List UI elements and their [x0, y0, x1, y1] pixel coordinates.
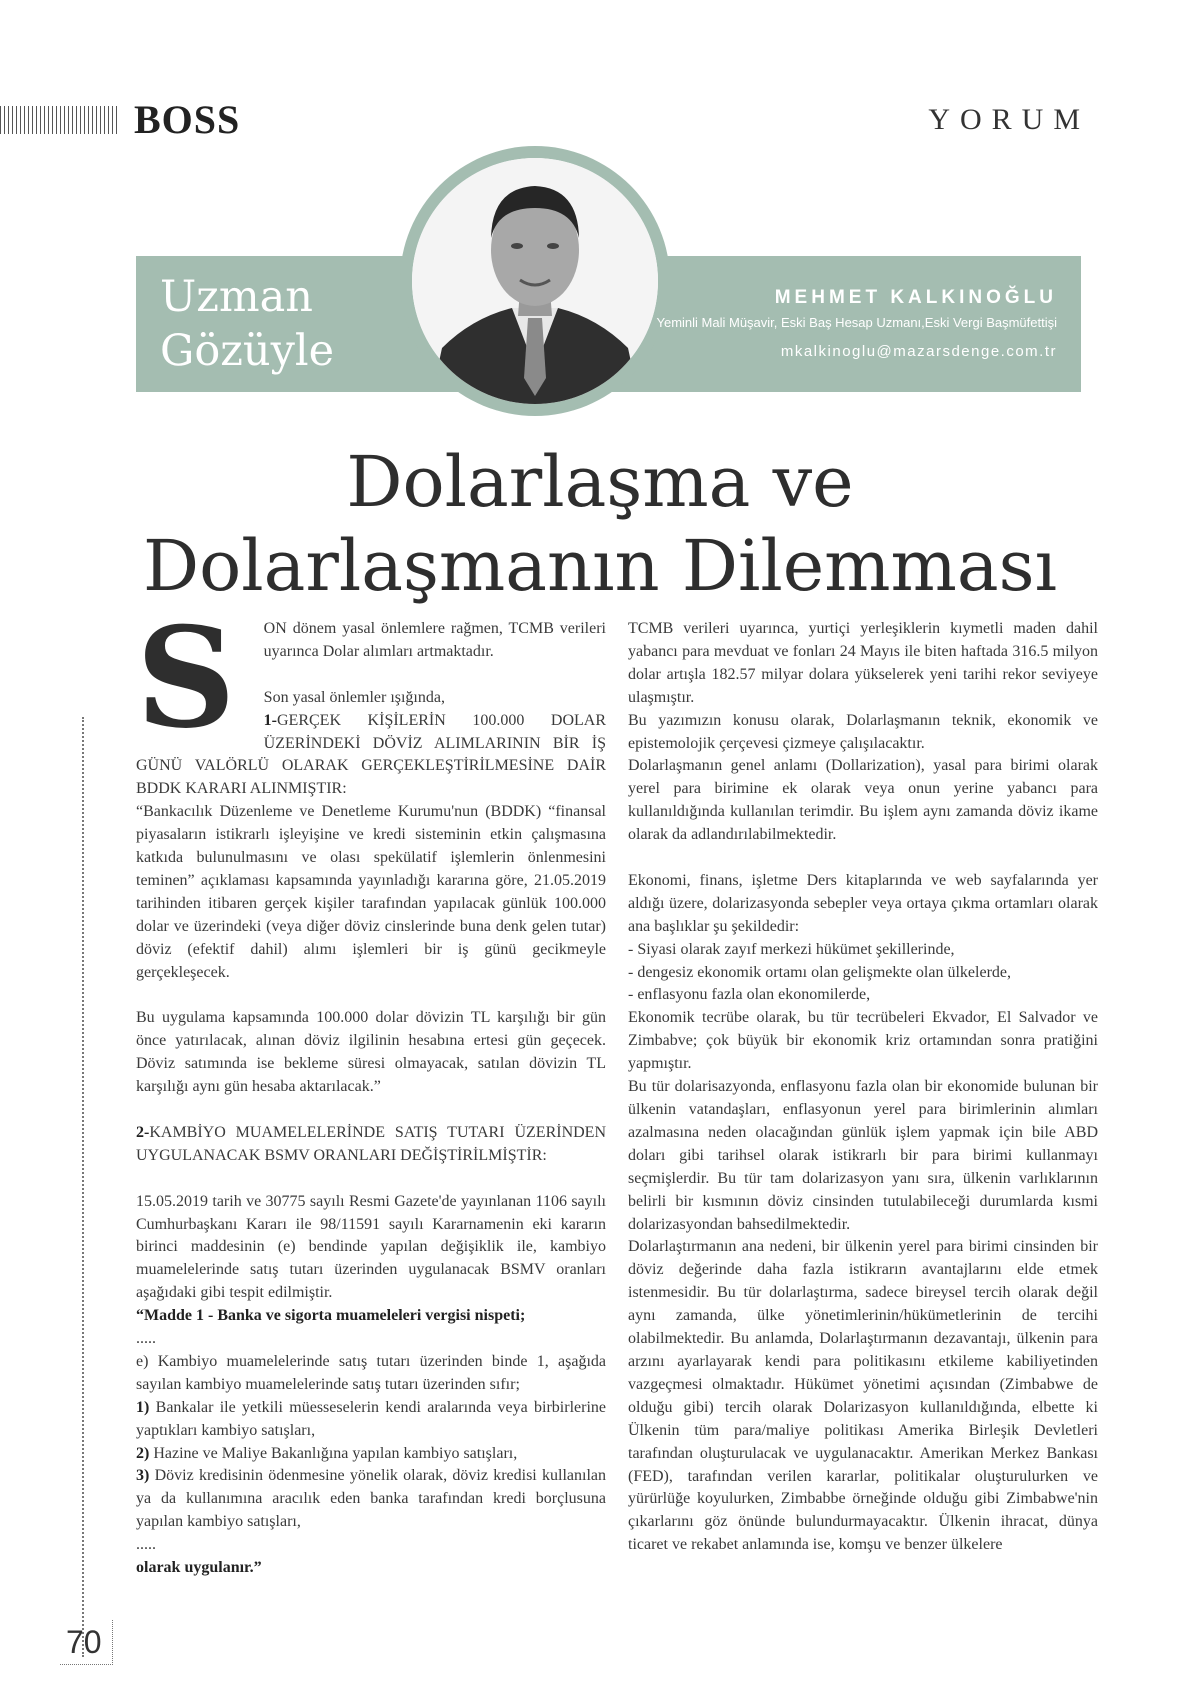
paragraph: Bu uygulama kapsamında 100.000 dolar dövizin TL karşılığı bir gün önce yatırılacak, alınan döviz ilgilinin hesabına ertesi gün geçecek. Döviz satımında ise bekleme süresi olmayacak, satılan dövizin TL karşılığı aynı gün hesaba aktarılacak.”: [136, 1009, 606, 1096]
drop-cap: S: [136, 596, 236, 759]
kicker-line-1: Uzman: [160, 272, 313, 322]
paragraph: Son yasal önlemler ışığında,: [263, 688, 445, 706]
paragraph: Ekonomik tecrübe olarak, bu tür tecrübeleri Ekvador, El Salvador ve Zimbabve; çok büyük bir ekonomik kriz ortamından sonra pratiğini yapmıştır.: [628, 1009, 1098, 1073]
paragraph: .....: [136, 1536, 156, 1554]
paragraph: 15.05.2019 tarih ve 30775 sayılı Resmi Gazete'de yayınlanan 1106 sayılı Cumhurbaşkanı Kararı ile 98/11591 sayılı Kararnamenin eki kararın birinci maddesinin (e) bendinde yapılan değişiklik ile, kambiyo muamelelerinde satış tutarı üzerinden uygulanacak BSMV oranları aşağıdaki gibi tespit edilmiştir.: [136, 1192, 606, 1302]
list-item: - dengesiz ekonomik ortamı olan gelişmekte olan ülkelerde,: [628, 963, 1011, 981]
column-kicker: [160, 270, 334, 378]
paragraph-text: Bankalar ile yetkili müesseselerin kendi aralarında veya birbirlerine yaptıkları kambiyo satışları,: [136, 1398, 606, 1439]
paragraph: [136, 1443, 606, 1466]
paragraph: e) Kambiyo muamelelerinde satış tutarı üzerinden binde 1, aşağıda sayılan kambiyo muamelelerinde satış tutarı üzerinden sıfır;: [136, 1352, 606, 1393]
paragraph-text: GERÇEK KİŞİLERİN 100.000 DOLAR ÜZERİNDEKİ DÖVİZ ALIMLARININ BİR İŞ GÜNÜ VALÖRLÜ OLARAK GERÇEKLEŞTİRİLMESİNE DAİR BDDK KARARI ALINMIŞTIR:: [136, 711, 606, 798]
section-label: YORUM: [928, 103, 1090, 136]
author-email: mkalkinoglu@mazarsdenge.com.tr: [780, 343, 1057, 360]
author-photo: [412, 158, 658, 404]
list-item: - Siyasi olarak zayıf merkezi hükümet şekillerinde,: [628, 940, 955, 958]
item-number: 1): [136, 1398, 150, 1416]
page-number: 70: [66, 1624, 102, 1660]
author-title: Yeminli Mali Müşavir, Eski Baş Hesap Uzmanı,Eski Vergi Başmüfettişi: [656, 315, 1057, 330]
author-name: MEHMET KALKINOĞLU: [774, 287, 1057, 308]
left-text-column: [136, 596, 607, 1580]
paragraph-text: Hazine ve Maliye Bakanlığına yapılan kambiyo satışları,: [153, 1444, 518, 1462]
barcode-decoration: [0, 106, 120, 134]
magazine-logo: BOSS: [134, 97, 241, 142]
item-number: 2): [136, 1444, 150, 1462]
list-item: - enflasyonu fazla olan ekonomilerde,: [628, 986, 871, 1004]
paragraph: [136, 1397, 606, 1443]
dotted-rule: [82, 717, 84, 1657]
paragraph: [136, 1305, 606, 1328]
headline-line-1: Dolarlaşma ve: [346, 441, 854, 523]
item-number: 2-: [136, 1123, 150, 1141]
paragraph-text: KAMBİYO MUAMELELERİNDE SATIŞ TUTARI ÜZERİNDEN UYGULANACAK BSMV ORANLARI DEĞİŞTİRİLMİŞTİR:: [136, 1123, 606, 1164]
paragraph: [136, 1122, 606, 1168]
paragraph: Bu yazımızın konusu olarak, Dolarlaşmanın teknik, ekonomik ve epistemolojik çerçevesi çizmeye çalışılacaktır.: [628, 711, 1098, 752]
paragraph: TCMB verileri uyarınca, yurtiçi yerleşiklerin kıymetli maden dahil yabancı para mevduat ve fonları 24 Mayıs ile biten haftada 316.5 milyon dolar artışla 182.57 milyar dolara yükselerek yeni tarihi rekor seviyeye ulaşmıştır.: [628, 620, 1098, 706]
headline-line-2: Dolarlaşmanın Dilemması: [143, 525, 1057, 607]
bold-text: “Madde 1 - Banka ve sigorta muameleleri vergisi nispeti;: [136, 1307, 526, 1325]
author-info: [657, 285, 1058, 365]
right-text-column: [628, 618, 1098, 1557]
paragraph: Bu tür dolarisazyonda, enflasyonu fazla olan bir ekonomide bulunan bir ülkenin vatandaşları, enflasyonun yerel para birimlerinin alımları azalmasına neden olacağından günlük işlem yapmak için bile ABD doları gibi tarihsel olarak istikrarlı bir para birimi kullanmayı seçmişlerdir. Bu tür tam dolarizasyon yanı sıra, ülkenin varlıklarının belirli bir kısmının döviz cinsinden tutulabileceği durumlarda kısmi dolarizasyondan bahsedilmektedir.: [628, 1078, 1098, 1233]
paragraph: Ekonomi, finans, işletme Ders kitaplarında ve web sayfalarında yer aldığı üzere, dolarizasyonda sebepler veya ortaya çıkma ortamları olarak ana başlıklar şu şekildedir:: [628, 871, 1098, 935]
paragraph: .....: [136, 1330, 156, 1348]
paragraph: Dolarlaşmanın genel anlamı (Dollarization), yasal para birimi olarak yerel para birimine ek olarak veya onun yerine yabancı para kullanıldığında kullanılan terimdir. Bu işlem aynı zamanda döviz ikame olarak da adlandırılabilmektedir.: [628, 757, 1098, 844]
author-portrait-image: [412, 158, 658, 404]
item-number: 1-: [263, 711, 277, 729]
paragraph: “Bankacılık Düzenleme ve Denetleme Kurumu'nun (BDDK) “finansal piyasaların istikrarlı işleyişine ve kredi sisteminin etkin çalışmasına katkıda bulunulmasını ve olası spekülatif işlemlerin önlenmesini teminen” açıklaması kapsamında yayınladığı kararına göre, 21.05.2019 tarihinden itibaren gerçek kişiler tarafından yapılacak günlük 100.000 dolar ve üzerindeki (veya diğer döviz cinslerinde buna denk gelen tutar) döviz (efektif dahil) alımı işlemleri bir iş günü gecikmeyle gerçekleşecek.: [136, 803, 606, 981]
paragraph-text: Döviz kredisinin ödenmesine yönelik olarak, döviz kredisi kullanılan ya da kullanımına aracılık eden banka tarafından kredi borçlusuna yapılan kambiyo satışları,: [136, 1467, 607, 1531]
kicker-line-2: Gözüyle: [160, 326, 335, 376]
paragraph: [136, 1465, 606, 1534]
item-number: 3): [136, 1467, 150, 1485]
paragraph: ON dönem yasal önlemlere rağmen, TCMB verileri uyarınca Dolar alımları artmaktadır.: [263, 620, 606, 660]
paragraph: [136, 1557, 606, 1580]
article-headline: [0, 440, 1200, 608]
paragraph: Dolarlaştırmanın ana nedeni, bir ülkenin yerel para birimi cinsinden bir döviz değerinde daha fazla istikrarın avantajlarını elde etmek istenmesidir. Bu tür dolarlaştırma, sadece bireysel tercih olarak değil aynı zamanda, ülke yönetimlerinin/hükümetlerinin de tercihi olabilmektedir. Bu anlamda, Dolarlaştırmanın dezavantajı, ülkenin para arzını ayarlayarak kendi para politikasını etkileme kabiliyetinden vazgeçmesi olmaktadır. Hükümet yönetimi açısından (Zimbabwe de olduğu gibi) tercih olarak Dolarizasyon kullanıldığında, elbette ki Ülkenin tüm para/maliye politikası Amerika Birleşik Devletleri tarafından oluşturulacak ve uygulanacaktır. Amerikan Merkez Bankası (FED), tarafından verilen kararlar, politikalar oluşturulurken ve yürürlüğe koyulurken, Zimbabbe örneğinde olduğu gibi Zimbabwe'nin çıkarlarını göz önünde bulundurmayacaktır. Ülkenin ihracat, dünya ticaret ve rekabet anlamında ise, komşu ve benzer ülkelere: [628, 1238, 1098, 1554]
bold-text: olarak uygulanır.”: [136, 1559, 262, 1577]
